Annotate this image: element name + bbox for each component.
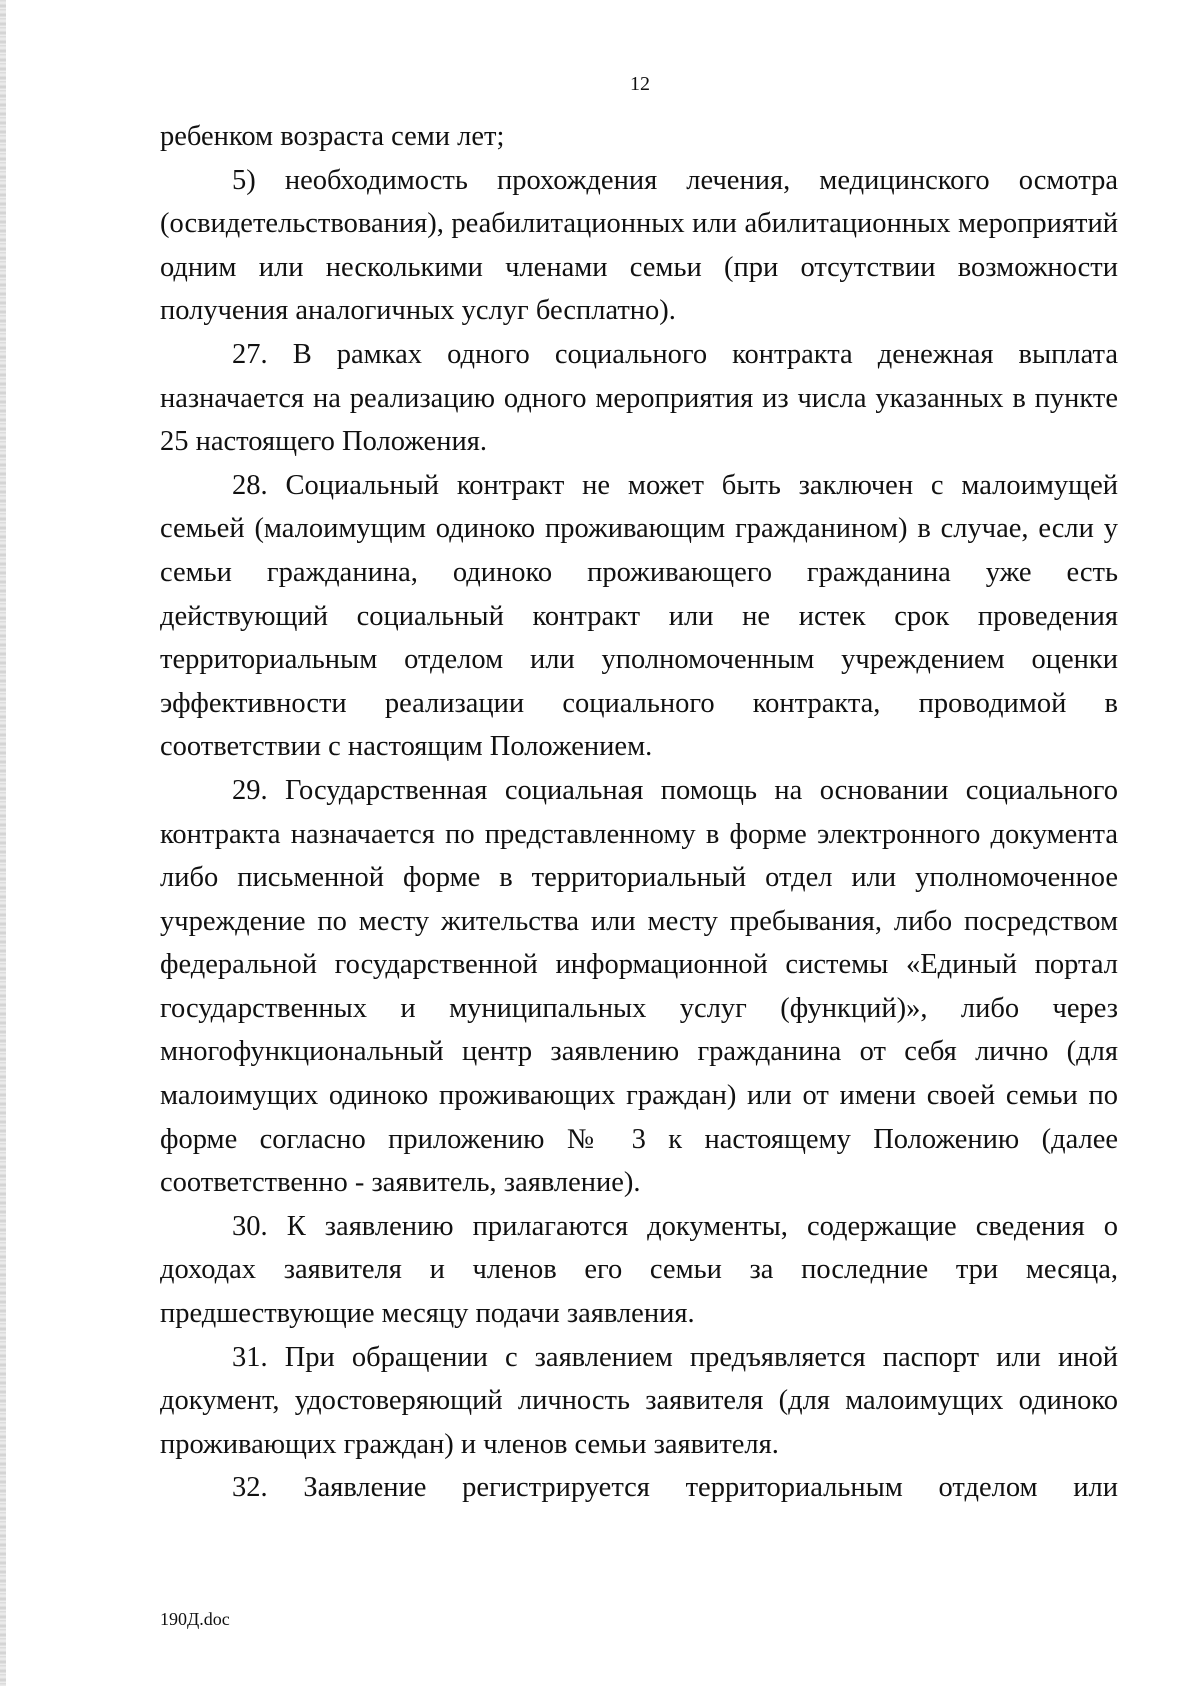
paragraph-31: 31. При обращении с заявлением предъявляется паспорт или иной документ, удостоверяющий личность заявителя (для малоимущих одиноко проживающих граждан) и членов семьи заявителя. bbox=[160, 1341, 1118, 1460]
scan-edge bbox=[0, 0, 6, 1686]
paragraph-item-5: 5) необходимость прохождения лечения, медицинского осмотра (освидетельствования), реабилитационных или абилитационных мероприятий одним или несколькими членами семьи (при отсутствии возможности получения аналогичных услуг бесплатно). bbox=[160, 164, 1118, 327]
page-number: 12 bbox=[630, 73, 650, 95]
document-body bbox=[160, 115, 1118, 1510]
paragraph-30: 30. К заявлению прилагаются документы, содержащие сведения о доходах заявителя и членов его семьи за последние три месяца, предшествующие месяцу подачи заявления. bbox=[160, 1210, 1118, 1330]
paragraph-continuation: ребенком возраста семи лет; bbox=[160, 121, 505, 152]
paragraph-32: 32. Заявление регистрируется территориальным отделом или bbox=[232, 1472, 1118, 1504]
paragraph-28: 28. Социальный контракт не может быть заключен с малоимущей семьей (малоимущим одиноко проживающим гражданином) в случае, если у семьи гражданина, одиноко проживающего гражданина уже есть действующий социальный контракт или не истек срок проведения территориальным отделом или уполномоченным учреждением оценки эффективности реализации социального контракта, проводимой в соответствии с настоящим Положением. bbox=[160, 469, 1118, 763]
paragraph-29: 29. Государственная социальная помощь на основании социального контракта назначается по представленному в форме электронного документа либо письменной форме в территориальный отдел или уполномоченное учреждение по месту жительства или месту пребывания, либо посредством федеральной государственной информационной системы «Единый портал государственных и муниципальных услуг (функций)», либо через многофункциональный центр заявлению гражданина от себя лично (для малоимущих одиноко проживающих граждан) или от имени своей семьи по форме согласно приложению № 3 к настоящему Положению (далее соответственно - заявитель, заявление). bbox=[160, 774, 1118, 1199]
footer-filename: 190Д.doc bbox=[160, 1609, 230, 1629]
paragraph-27: 27. В рамках одного социального контракта денежная выплата назначается на реализацию одного мероприятия из числа указанных в пункте 25 настоящего Положения. bbox=[160, 338, 1118, 458]
